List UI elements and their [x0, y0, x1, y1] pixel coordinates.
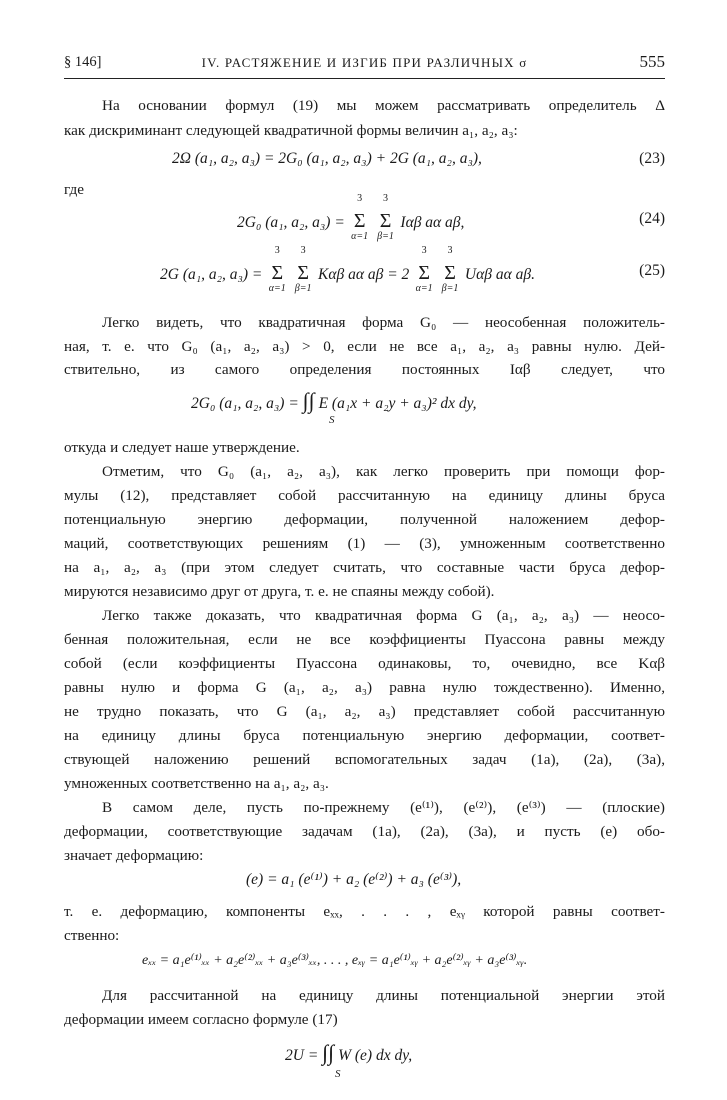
double-integral-sign: ∫∫: [302, 388, 315, 413]
page-number: 555: [639, 52, 665, 71]
equation-deformation: [64, 870, 665, 894]
equation-lhs: 2U =: [285, 1047, 319, 1064]
text-line: собой (если коэффициенты Пуассона одинаковы, то, очевидно, все Kαβ: [64, 655, 665, 672]
equation-23: [64, 150, 665, 174]
equation-lhs: 2G (a₁, a₂, a₃) =: [160, 266, 263, 283]
integration-domain: S: [335, 1068, 341, 1080]
text-line: ная, т. е. что G₀ (a₁, a₂, a₃) > 0, если не все a₁, a₂, a₃ равны нулю. Дей-: [64, 338, 665, 355]
equation-lhs: 2G₀ (a₁, a₂, a₃) =: [237, 214, 345, 231]
equation-24: [64, 193, 665, 242]
text-line: ствующей наложению решений вспомогательных задач (1a), (2a), (3a),: [64, 751, 665, 768]
text-line: Легко видеть, что квадратичная форма G₀ — неособенная положитель-: [102, 314, 665, 331]
text-line: Отметим, что G₀ (a₁, a₂, a₃), как легко проверить при помощи фор-: [102, 463, 665, 480]
integration-domain: S: [329, 414, 335, 426]
sum-sign: 3 Σ α=1: [415, 245, 433, 294]
equation-expression: [285, 1040, 412, 1066]
equation-term: Iαβ aα aβ,: [400, 214, 465, 231]
section-reference: § 146]: [64, 54, 102, 70]
sum-sign: 3 Σ β=1: [377, 193, 394, 242]
text-line: ственно:: [64, 927, 120, 944]
text-line: как дискриминант следующей квадратичной формы величин a₁, a₂, a₃:: [64, 122, 518, 139]
sum-sign: 3 Σ α=1: [268, 245, 286, 294]
equation-number: (25): [639, 262, 665, 279]
chapter-title: IV. РАСТЯЖЕНИЕ И ИЗГИБ ПРИ РАЗЛИЧНЫХ σ: [201, 55, 528, 70]
text-line: Для рассчитанной на единицу длины потенциальной энергии этой: [102, 987, 665, 1004]
double-integral-sign: ∫∫: [322, 1040, 335, 1065]
equation-number: (24): [639, 210, 665, 227]
equation-expression: [191, 388, 477, 414]
equation-energy: [64, 1040, 665, 1080]
text-line: умноженных соответственно на a₁, a₂, a₃.: [64, 775, 329, 792]
text-line: т. е. деформацию, компоненты eₓₓ, . . . , eₓᵧ которой равны соответ-: [64, 903, 665, 920]
text-line: На основании формул (19) мы можем рассматривать определитель Δ: [102, 97, 665, 114]
text-line: равны нулю и форма G (a₁, a₂, a₃) равна нулю тождественно). Именно,: [64, 679, 665, 696]
running-header: [64, 52, 665, 79]
equation-components: [64, 952, 665, 976]
text-line: не трудно показать, что G (a₁, a₂, a₃) представляет собой рассчитанную: [64, 703, 665, 720]
text-line: деформации, соответствующие задачам (1a), (2a), (3a), и пусть (e) обо-: [64, 823, 665, 840]
text-line: значает деформацию:: [64, 847, 204, 864]
equation-expression: eₓₓ = a₁e⁽¹⁾ₓₓ + a₂e⁽²⁾ₓₓ + a₃e⁽³⁾ₓₓ, . . . , eₓᵧ = a₁e⁽¹⁾ₓᵧ + a₂e⁽²⁾ₓᵧ + a₃e⁽³⁾ₓᵧ.: [142, 953, 528, 968]
equation-term: W (e) dx dy,: [338, 1047, 413, 1064]
sum-sign: 3 Σ β=1: [441, 245, 459, 294]
text-line: мируются независимо друг от друга, т. е. не спаяны между собой).: [64, 583, 495, 600]
text-line: деформации имеем согласно формуле (17): [64, 1011, 338, 1028]
equation-term: E (a₁x + a₂y + a₃)² dx dy,: [318, 395, 477, 412]
sum-sign: 3 Σ α=1: [351, 193, 369, 242]
equation-expression: (e) = a₁ (e⁽¹⁾) + a₂ (e⁽²⁾) + a₃ (e⁽³⁾),: [246, 871, 462, 888]
text-line: Легко также доказать, что квадратичная форма G (a₁, a₂, a₃) — неосо-: [102, 607, 665, 624]
text-line: В самом деле, пусть по-прежнему (e⁽¹⁾), (e⁽²⁾), (e⁽³⁾) — (плоские): [102, 799, 665, 816]
equation-number: (23): [639, 150, 665, 167]
equation-term: Kαβ aα aβ = 2: [318, 266, 410, 283]
text-line: мулы (12), представляет собой рассчитанную на единицу длины бруса: [64, 487, 665, 504]
text-line: на единицу длины бруса потенциальную энергию деформации, соответ-: [64, 727, 665, 744]
equation-lhs: 2G₀ (a₁, a₂, a₃) =: [191, 395, 299, 412]
text-line: маций, соответствующих решениям (1) — (3), умноженным соответственно: [64, 535, 665, 552]
sum-sign: 3 Σ β=1: [294, 245, 312, 294]
equation-expression: [160, 245, 535, 294]
equation-expression: 2Ω (a₁, a₂, a₃) = 2G₀ (a₁, a₂, a₃) + 2G (a₁, a₂, a₃),: [172, 150, 482, 167]
text-line: где: [64, 181, 84, 198]
text-line: ствительно, из самого определения постоянных Iαβ следует, что: [64, 361, 665, 378]
equation-25: [64, 245, 665, 294]
text-line: бенная положительная, если не все коэффициенты Пуассона равны между: [64, 631, 665, 648]
text-line: потенциальную энергию деформации, полученной наложением дефор-: [64, 511, 665, 528]
text-line: на a₁, a₂, a₃ (при этом следует считать, что составные части бруса дефор-: [64, 559, 665, 576]
text-line: откуда и следует наше утверждение.: [64, 439, 300, 456]
integral-equation-G0: [64, 388, 665, 426]
equation-expression: [237, 193, 465, 242]
equation-term: Uαβ aα aβ.: [464, 266, 535, 283]
